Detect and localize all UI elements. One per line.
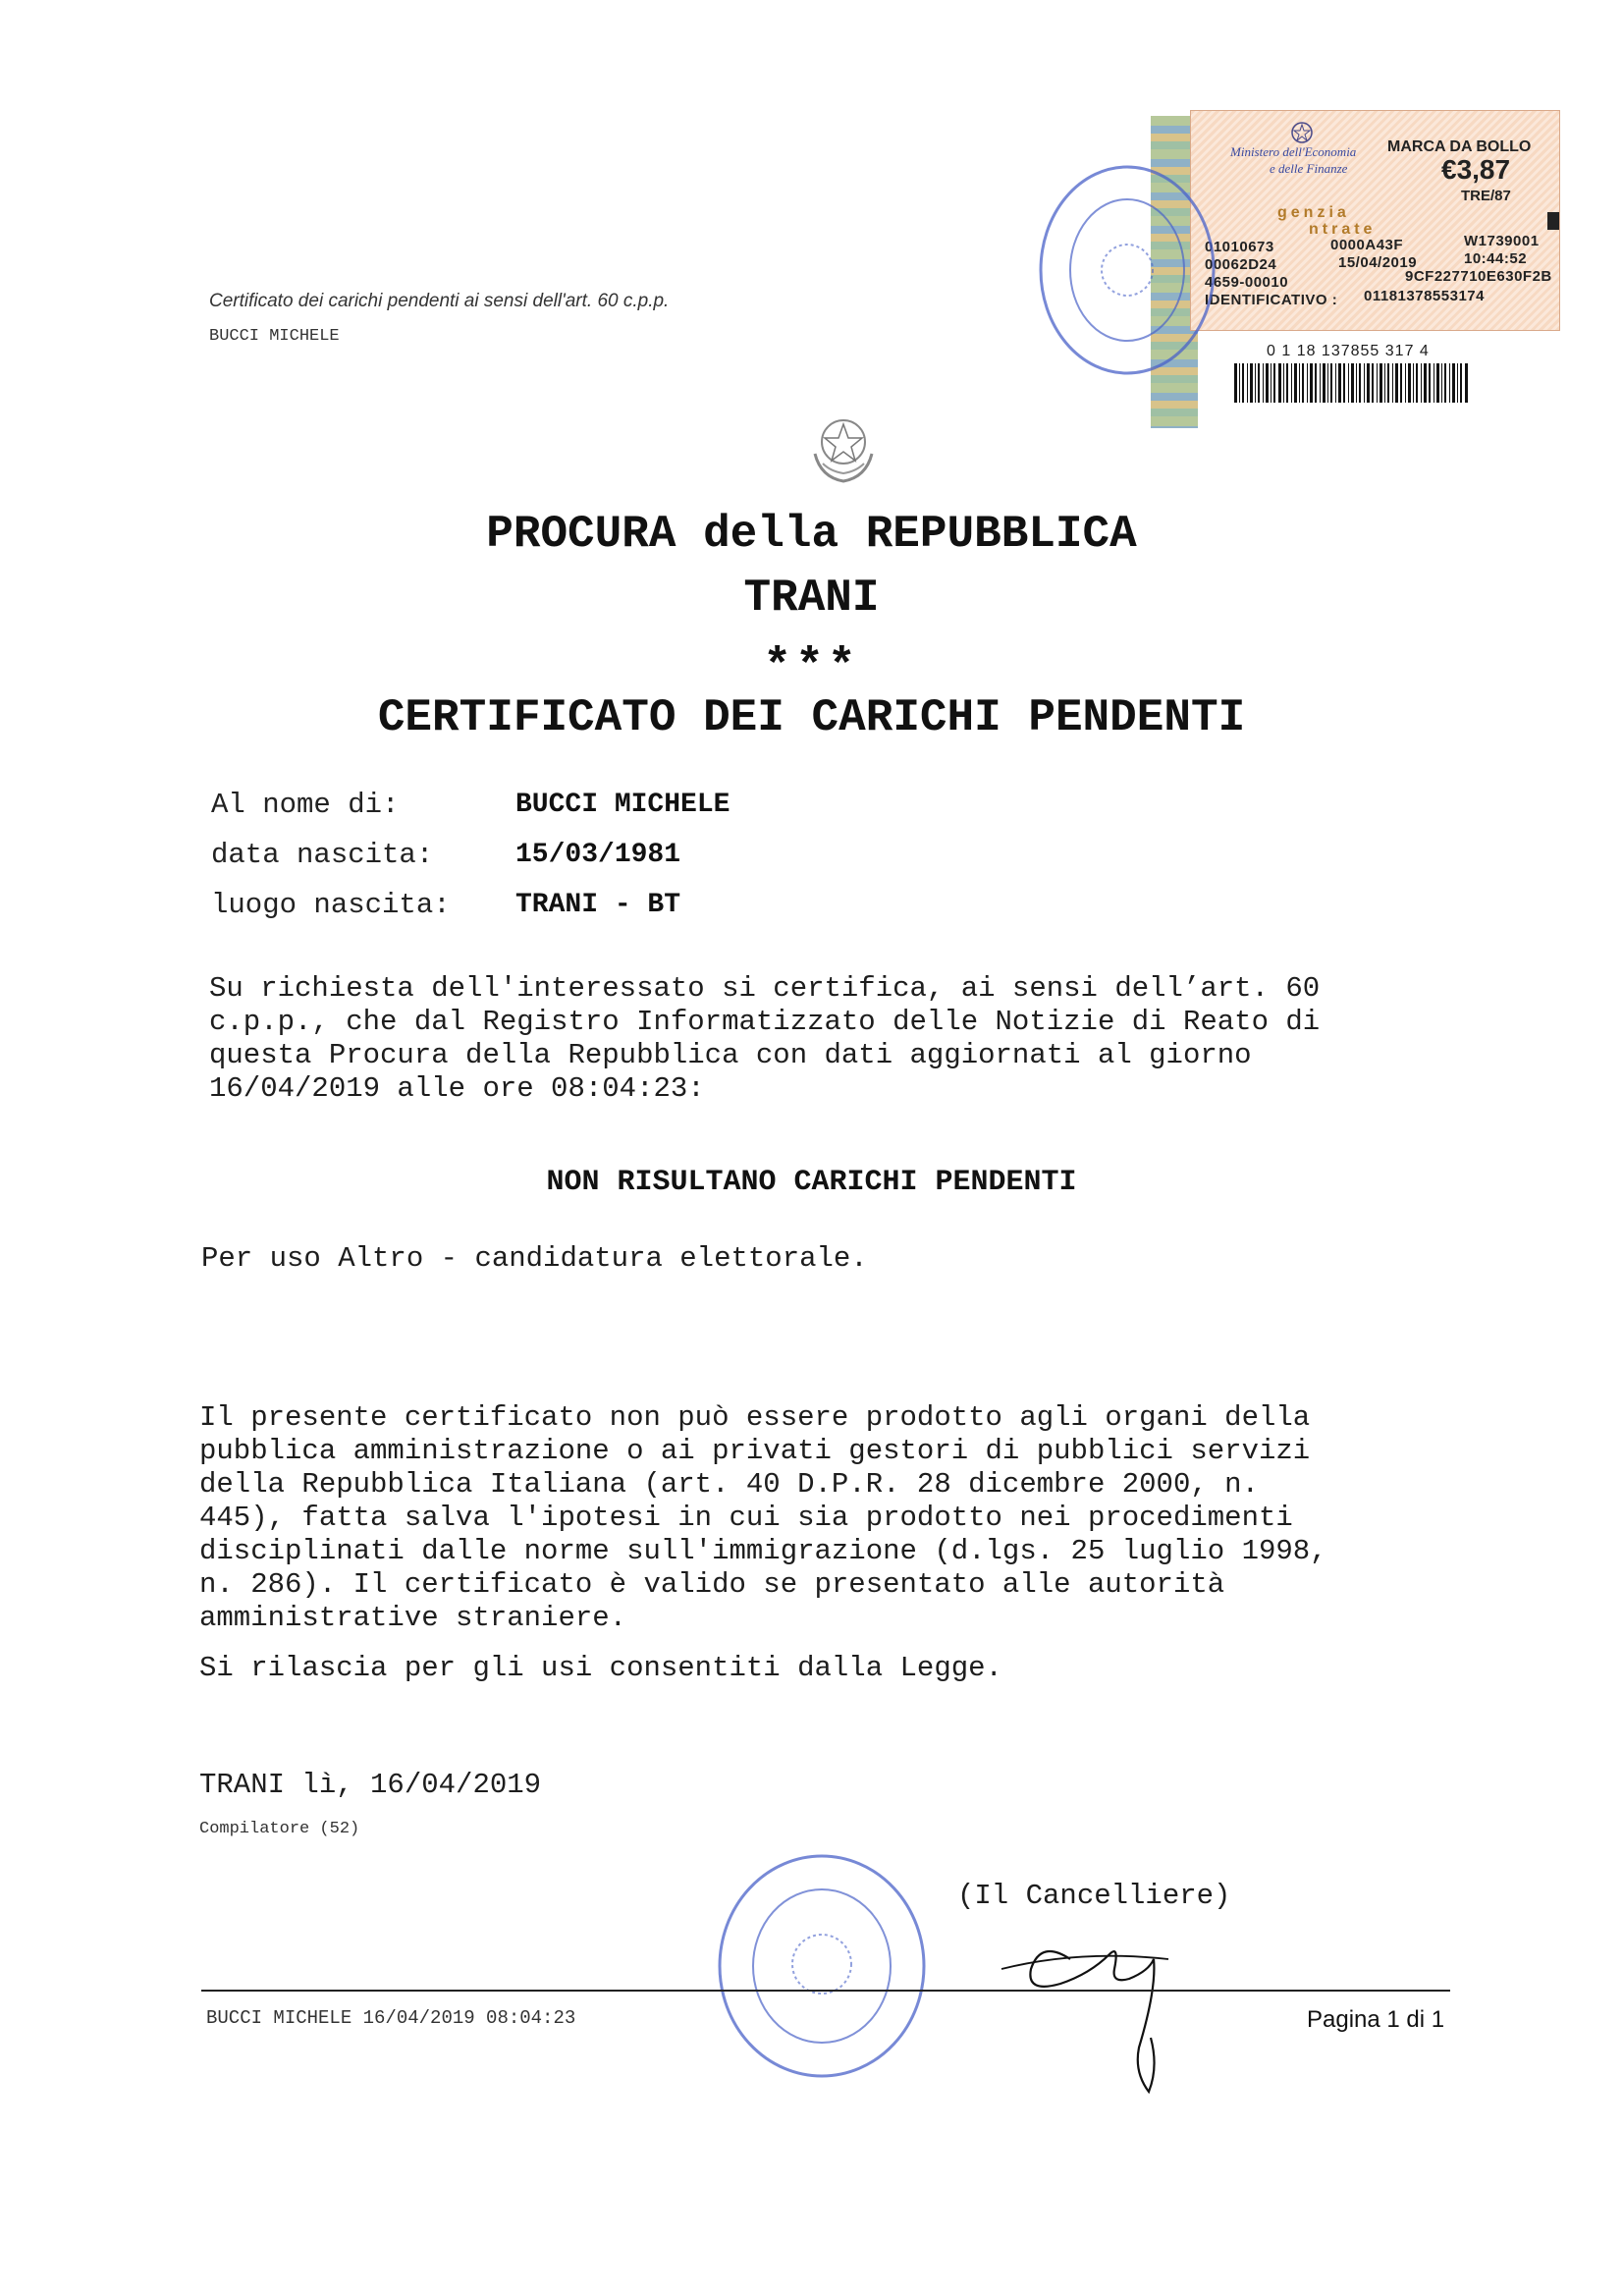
stamp-ministry-line1: Ministero dell'Economia — [1230, 144, 1357, 159]
stamp-row1-c: W1739001 — [1464, 233, 1540, 249]
footer-timestamp: BUCCI MICHELE 16/04/2019 08:04:23 — [206, 2007, 576, 2029]
validity-paragraph: Il presente certificato non può essere prodotto agli organi della pubblica amministrazione o ai privati gestori di pubblici servizi della Repubblica Italiana (art. 40 D.P.R. 28 dicembre 2000, n. 445), fatta salva l'ipotesi in cui sia prodotto nei procedimenti disciplinati dalle norme sull'immigrazione (d.lgs. 25 luglio 1998, n. 286). Il certificato è valido se presentato alle autorità amministrative straniere. — [199, 1401, 1327, 1634]
birthplace-label: luogo nascita: — [211, 889, 451, 921]
barcode-icon — [1234, 363, 1470, 403]
barcode-number: 0 1 18 137855 317 4 — [1267, 343, 1430, 359]
name-label: Al nome di: — [211, 789, 400, 821]
usage-statement: Per uso Altro - candidatura elettorale. — [201, 1242, 868, 1275]
stamp-row2-b: 15/04/2019 — [1338, 254, 1418, 271]
stamp-row3-b: 9CF227710E630F2B — [1405, 268, 1552, 285]
stamp-row1-a: 01010673 — [1205, 239, 1274, 255]
emblem-icon — [1289, 121, 1315, 144]
office-stamp-top — [1029, 152, 1216, 388]
title-procura: PROCURA della REPUBBLICA — [486, 509, 1137, 560]
page-number: Pagina 1 di 1 — [1307, 2006, 1445, 2033]
stamp-row2-a: 00062D24 — [1205, 256, 1277, 273]
birthdate-label: data nascita: — [211, 839, 434, 871]
name-value: BUCCI MICHELE — [515, 790, 730, 820]
stamp-row2-c: 10:44:52 — [1464, 250, 1528, 267]
result-statement: NON RISULTANO CARICHI PENDENTI — [546, 1166, 1077, 1199]
office-stamp-bottom — [709, 1846, 935, 2087]
stamp-row4-a: IDENTIFICATIVO : — [1205, 292, 1338, 308]
issuance-statement: Si rilascia per gli usi consentiti dalla Legge. — [199, 1652, 1002, 1684]
officer-title: (Il Cancelliere) — [957, 1880, 1231, 1912]
stamp-agenzia-line2: ntrate — [1309, 221, 1377, 238]
stamp-row4-b: 01181378553174 — [1364, 288, 1485, 304]
italian-republic-emblem-icon — [801, 403, 886, 487]
certification-paragraph: Su richiesta dell'interessato si certifica, ai sensi dell’art. 60 c.p.p., che dal Registro Informatizzato delle Notizie di Reato di questa Procura della Repubblica con dati aggiornati al giorno 16/04/2019 alle ore 08:04:23: — [209, 972, 1321, 1105]
stamp-ministry-line2: e delle Finanze — [1270, 161, 1348, 176]
place-date: TRANI lì, 16/04/2019 — [199, 1769, 542, 1801]
title-certificate: CERTIFICATO DEI CARICHI PENDENTI — [377, 692, 1246, 743]
birthplace-value: TRANI - BT — [515, 890, 681, 920]
stamp-label: MARCA DA BOLLO — [1387, 138, 1532, 155]
stamp-row1-b: 0000A43F — [1330, 237, 1404, 253]
revenue-stamp — [1190, 110, 1560, 331]
footer-divider — [201, 1990, 1450, 1992]
document-header-name: BUCCI MICHELE — [209, 327, 340, 346]
stamp-code: TRE/87 — [1461, 188, 1511, 204]
compiler: Compilatore (52) — [199, 1820, 360, 1838]
document-header-title: Certificato dei carichi pendenti ai sensi dell'art. 60 c.p.p. — [209, 291, 670, 311]
title-city: TRANI — [743, 573, 880, 624]
title-separator: *** — [763, 641, 860, 694]
stamp-value: €3,87 — [1441, 154, 1511, 185]
stamp-agenzia-line1: genzia — [1277, 204, 1350, 221]
birthdate-value: 15/03/1981 — [515, 840, 681, 870]
stamp-marker — [1547, 212, 1559, 230]
stamp-row3-a: 4659-00010 — [1205, 274, 1289, 291]
signature-icon — [943, 1900, 1375, 2106]
